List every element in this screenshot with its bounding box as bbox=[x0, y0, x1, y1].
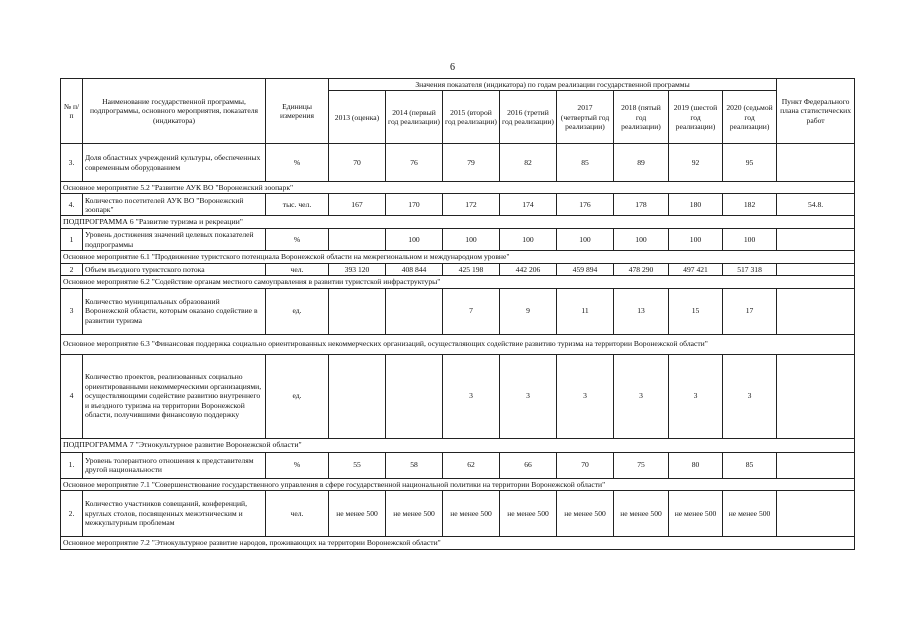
year-value: 180 bbox=[669, 194, 723, 216]
year-value: 3 bbox=[557, 354, 614, 438]
year-value bbox=[329, 229, 386, 251]
year-value bbox=[329, 354, 386, 438]
header-year: 2017 (четвертый год реализации) bbox=[557, 91, 614, 144]
indicator-name: Уровень достижения значений целевых показателей подпрограммы bbox=[83, 229, 266, 251]
row-number: 2. bbox=[61, 491, 83, 537]
header-num: № п/п bbox=[61, 79, 83, 144]
header-year: 2014 (первый год реализации) bbox=[386, 91, 443, 144]
main-activity-title: Основное мероприятие 6.2 "Содействие органам местного самоуправления в развитии туристской инфраструктуры" bbox=[61, 276, 855, 288]
header-year: 2015 (второй год реализации) bbox=[443, 91, 500, 144]
year-value: 497 421 bbox=[669, 263, 723, 275]
year-value: 176 bbox=[557, 194, 614, 216]
subprogram-title: ПОДПРОГРАММА 7 "Этнокультурное развитие Воронежской области" bbox=[61, 438, 855, 452]
year-value: не менее 500 bbox=[669, 491, 723, 537]
header-year: 2016 (третий год реализации) bbox=[500, 91, 557, 144]
year-value: не менее 500 bbox=[500, 491, 557, 537]
year-value: 100 bbox=[614, 229, 669, 251]
year-value bbox=[329, 288, 386, 334]
year-value: 92 bbox=[669, 144, 723, 182]
year-value: не менее 500 bbox=[723, 491, 777, 537]
year-value: 408 844 bbox=[386, 263, 443, 275]
year-value: 79 bbox=[443, 144, 500, 182]
row-number: 1 bbox=[61, 229, 83, 251]
year-value: не менее 500 bbox=[329, 491, 386, 537]
year-value: 58 bbox=[386, 452, 443, 478]
year-value: 3 bbox=[500, 354, 557, 438]
year-value: не менее 500 bbox=[557, 491, 614, 537]
section-row bbox=[61, 334, 855, 354]
year-value: 172 bbox=[443, 194, 500, 216]
unit: тыс. чел. bbox=[266, 194, 329, 216]
unit: чел. bbox=[266, 491, 329, 537]
year-value: 9 bbox=[500, 288, 557, 334]
year-value: 13 bbox=[614, 288, 669, 334]
header-year: 2018 (пятый год реализации) bbox=[614, 91, 669, 144]
year-value: 100 bbox=[723, 229, 777, 251]
header-values-group: Значения показателя (индикатора) по годам реализации государственной программы bbox=[329, 79, 777, 91]
header-year: 2013 (оценка) bbox=[329, 91, 386, 144]
federal-plan-point bbox=[777, 144, 855, 182]
year-value: 100 bbox=[443, 229, 500, 251]
year-value: 80 bbox=[669, 452, 723, 478]
indicator-name: Уровень толерантного отношения к представителям другой национальности bbox=[83, 452, 266, 478]
year-value: 478 290 bbox=[614, 263, 669, 275]
table-row bbox=[61, 452, 855, 478]
header-year: 2019 (шестой год реализации) bbox=[669, 91, 723, 144]
indicators-table bbox=[60, 78, 855, 550]
unit: % bbox=[266, 229, 329, 251]
year-value: 55 bbox=[329, 452, 386, 478]
subprogram-row bbox=[61, 216, 855, 229]
federal-plan-point bbox=[777, 288, 855, 334]
section-row bbox=[61, 478, 855, 490]
indicator-name: Доля областных учреждений культуры, обеспеченных современным оборудованием bbox=[83, 144, 266, 182]
unit: чел. bbox=[266, 263, 329, 275]
year-value: 167 bbox=[329, 194, 386, 216]
year-value: 174 bbox=[500, 194, 557, 216]
year-value bbox=[386, 354, 443, 438]
year-value: 95 bbox=[723, 144, 777, 182]
year-value: 11 bbox=[557, 288, 614, 334]
year-value: 70 bbox=[557, 452, 614, 478]
row-number: 3. bbox=[61, 144, 83, 182]
federal-plan-point bbox=[777, 491, 855, 537]
federal-plan-point bbox=[777, 354, 855, 438]
year-value: 170 bbox=[386, 194, 443, 216]
year-value: 517 318 bbox=[723, 263, 777, 275]
row-number: 2 bbox=[61, 263, 83, 275]
table-row bbox=[61, 354, 855, 438]
table-row bbox=[61, 491, 855, 537]
year-value: 15 bbox=[669, 288, 723, 334]
year-value: 100 bbox=[669, 229, 723, 251]
year-value: 182 bbox=[723, 194, 777, 216]
main-activity-title: Основное мероприятие 6.1 "Продвижение туристского потенциала Воронежской области на межрегиональном и международном уровне" bbox=[61, 251, 855, 263]
main-activity-title: Основное мероприятие 7.2 "Этнокультурное развитие народов, проживающих на территории Воронежской области" bbox=[61, 537, 855, 549]
unit: ед. bbox=[266, 354, 329, 438]
federal-plan-point bbox=[777, 452, 855, 478]
indicator-name: Количество посетителей АУК ВО "Воронежский зоопарк" bbox=[83, 194, 266, 216]
section-row bbox=[61, 251, 855, 263]
indicator-name: Количество муниципальных образований Воронежской области, которым оказано содействие в развитии туризма bbox=[83, 288, 266, 334]
year-value: 100 bbox=[557, 229, 614, 251]
table-row bbox=[61, 144, 855, 182]
year-value: 3 bbox=[723, 354, 777, 438]
year-value: 89 bbox=[614, 144, 669, 182]
year-value: 3 bbox=[443, 354, 500, 438]
unit: % bbox=[266, 144, 329, 182]
table-row bbox=[61, 229, 855, 251]
main-activity-title: Основное мероприятие 6.3 "Финансовая поддержка социально ориентированных некоммерческих организаций, осуществляющих содействие развитию туризма на территории Воронежской области" bbox=[61, 334, 855, 354]
year-value: 100 bbox=[386, 229, 443, 251]
year-value: 85 bbox=[557, 144, 614, 182]
subprogram-title: ПОДПРОГРАММА 6 "Развитие туризма и рекреации" bbox=[61, 216, 855, 229]
indicator-name: Объем въездного туристского потока bbox=[83, 263, 266, 275]
table-row bbox=[61, 194, 855, 216]
indicator-name: Количество проектов, реализованных социально ориентированными некоммерческими организациями, осуществляющими содействие развитию внутреннего и въездного туризма на территории Воронежской области, получившими финансовую поддержку bbox=[83, 354, 266, 438]
section-row bbox=[61, 276, 855, 288]
year-value: 85 bbox=[723, 452, 777, 478]
year-value: 66 bbox=[500, 452, 557, 478]
section-row bbox=[61, 182, 855, 194]
year-value: 76 bbox=[386, 144, 443, 182]
subprogram-row bbox=[61, 438, 855, 452]
main-activity-title: Основное мероприятие 5.2 "Развитие АУК ВО "Воронежский зоопарк" bbox=[61, 182, 855, 194]
year-value: 17 bbox=[723, 288, 777, 334]
year-value: 3 bbox=[669, 354, 723, 438]
header-name: Наименование государственной программы, подпрограммы, основного мероприятия, показателя (индикатора) bbox=[83, 79, 266, 144]
federal-plan-point bbox=[777, 229, 855, 251]
year-value: 7 bbox=[443, 288, 500, 334]
unit: % bbox=[266, 452, 329, 478]
year-value: 3 bbox=[614, 354, 669, 438]
section-row bbox=[61, 537, 855, 549]
year-value: 70 bbox=[329, 144, 386, 182]
year-value: не менее 500 bbox=[443, 491, 500, 537]
year-value: 178 bbox=[614, 194, 669, 216]
year-value: 442 206 bbox=[500, 263, 557, 275]
header-year: 2020 (седьмой год реализации) bbox=[723, 91, 777, 144]
year-value: 459 894 bbox=[557, 263, 614, 275]
unit: ед. bbox=[266, 288, 329, 334]
page-number: 6 bbox=[450, 62, 455, 73]
row-number: 3 bbox=[61, 288, 83, 334]
table-row bbox=[61, 263, 855, 275]
year-value: 82 bbox=[500, 144, 557, 182]
header-federal-plan-point: Пункт Федерального плана статистических работ bbox=[777, 79, 855, 144]
year-value: не менее 500 bbox=[386, 491, 443, 537]
year-value: 393 120 bbox=[329, 263, 386, 275]
federal-plan-point: 54.8. bbox=[777, 194, 855, 216]
year-value: 425 198 bbox=[443, 263, 500, 275]
year-value: 100 bbox=[500, 229, 557, 251]
year-value bbox=[386, 288, 443, 334]
federal-plan-point bbox=[777, 263, 855, 275]
row-number: 4. bbox=[61, 194, 83, 216]
header-unit: Единицы измерения bbox=[266, 79, 329, 144]
indicator-name: Количество участников совещаний, конференций, круглых столов, посвященных межэтническим и межкультурным проблемам bbox=[83, 491, 266, 537]
year-value: 75 bbox=[614, 452, 669, 478]
row-number: 4 bbox=[61, 354, 83, 438]
main-activity-title: Основное мероприятие 7.1 "Совершенствование государственного управления в сфере государственной национальной политики на территории Воронежской области" bbox=[61, 478, 855, 490]
table-row bbox=[61, 288, 855, 334]
row-number: 1. bbox=[61, 452, 83, 478]
year-value: не менее 500 bbox=[614, 491, 669, 537]
year-value: 62 bbox=[443, 452, 500, 478]
